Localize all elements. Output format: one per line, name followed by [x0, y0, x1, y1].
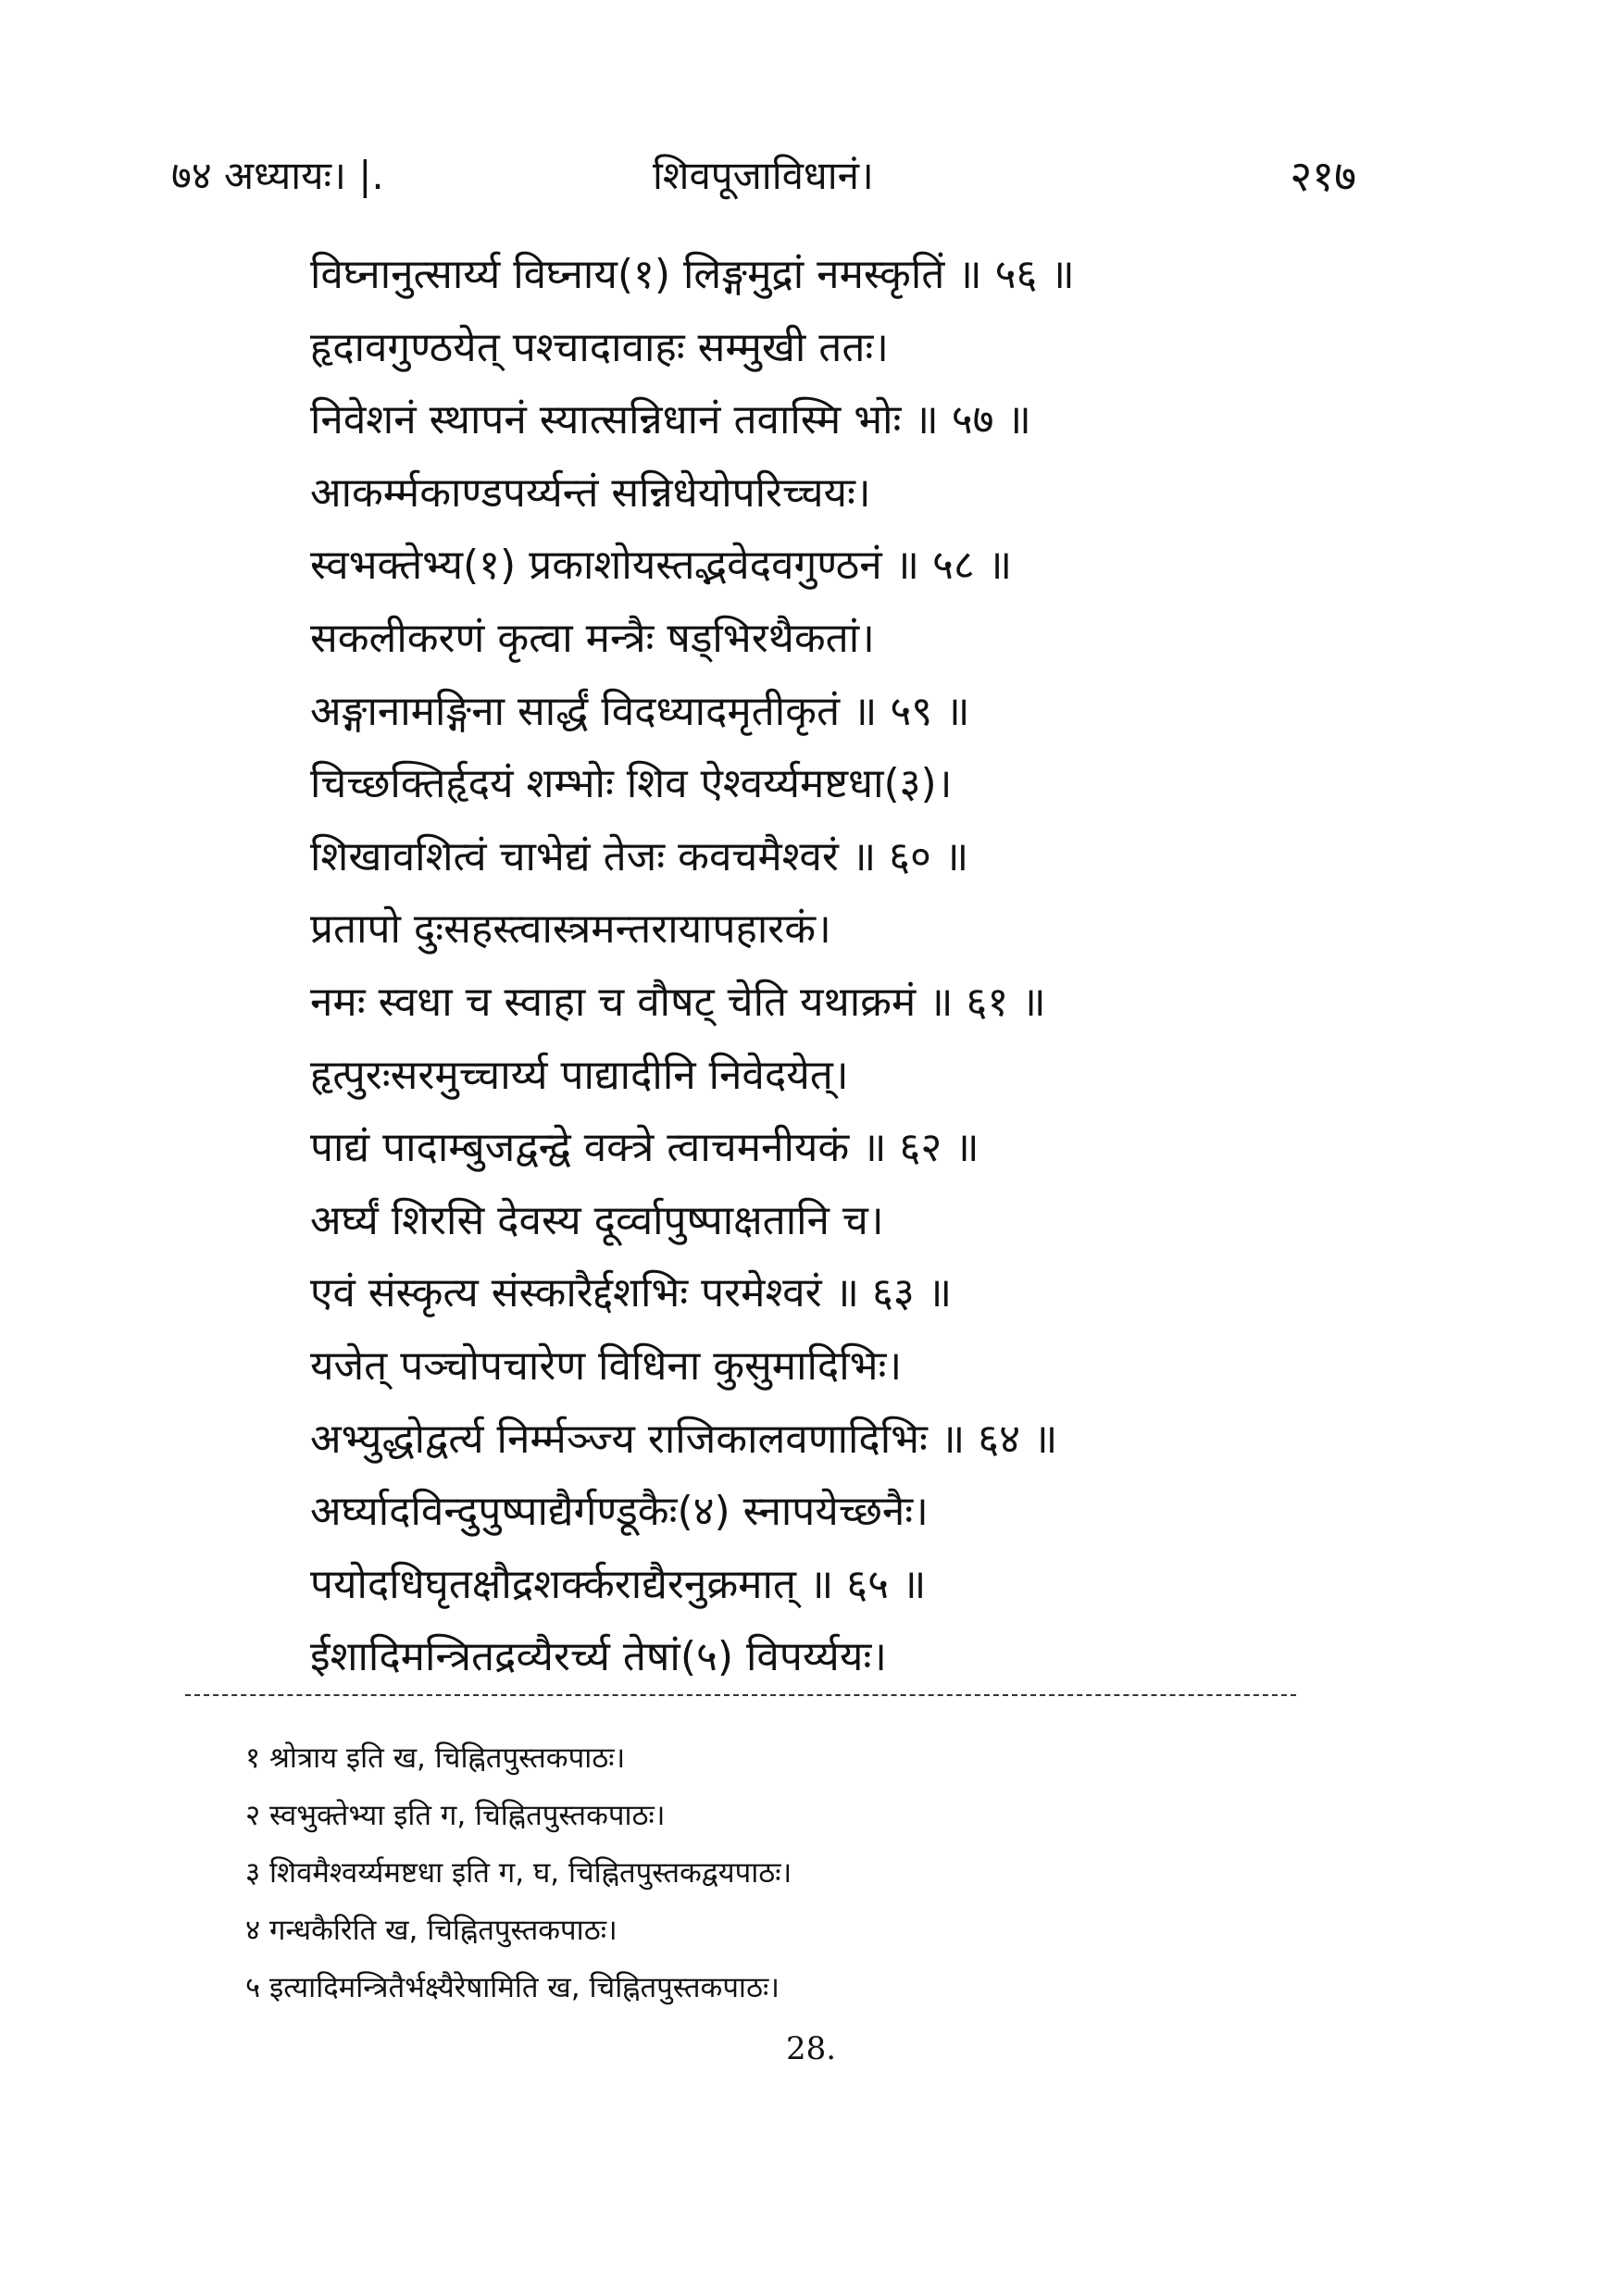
verse-line: अर्घ्यं शिरसि देवस्य दूर्व्वापुष्पाक्षतानि च। — [310, 1196, 884, 1244]
verse-line: हृदावगुण्ठयेत् पश्चादावाहः सम्मुखी ततः। — [310, 323, 889, 371]
verse-line: स्वभक्तेभ्य(१) प्रकाशोयस्तद्भवेदवगुण्ठनं ॥ ५८ ॥ — [310, 542, 1013, 590]
footnote: ४ गन्धकैरिति ख, चिह्नितपुस्तकपाठः। — [245, 1914, 618, 1947]
verse-line: विघ्नानुत्सार्य्य विघ्नाय(१) लिङ्गमुद्रां नमस्कृतिं ॥ ५६ ॥ — [310, 251, 1075, 298]
section-title: शिवपूजाविधानं। — [653, 153, 874, 198]
verse-line: हृत्पुरःसरमुच्चार्य्य पाद्यादीनि निवेदयेत्। — [310, 1051, 849, 1099]
page-number: २१७ — [1290, 151, 1356, 201]
signature-mark: 28. — [785, 2030, 837, 2067]
verse-line: ईशादिमन्त्रितद्रव्यैरर्च्य तेषां(५) विपर्य्ययः। — [310, 1633, 887, 1681]
verse-line: अभ्युद्धोद्वर्त्य निर्म्मञ्ज्य राजिकालवणादिभिः ॥ ६४ ॥ — [310, 1415, 1058, 1463]
running-head — [171, 144, 1356, 208]
chapter-label: ७४ अध्यायः। |. — [171, 153, 384, 198]
verse-line: निवेशनं स्थापनं स्यात्सन्निधानं तवास्मि भोः ॥ ५७ ॥ — [310, 396, 1031, 444]
verse-block — [310, 239, 1347, 1694]
verse-line: यजेत् पञ्चोपचारेण विधिना कुसुमादिभिः। — [310, 1341, 903, 1390]
footnote: २ स्वभुक्तेभ्या इति ग, चिह्नितपुस्तकपाठः। — [245, 1799, 666, 1832]
verse-line: सकलीकरणं कृत्वा मन्त्रैः षड्भिरथैकतां। — [310, 614, 875, 662]
footnote: ३ शिवमैश्वर्य्यमष्टधा इति ग, घ, चिह्नितपुस्तकद्वयपाठः। — [245, 1856, 792, 1890]
verse-line: चिच्छक्तिर्हृदयं शम्भोः शिव ऐश्वर्य्यमष्टधा(३)। — [310, 760, 953, 808]
verse-line: अर्घ्यादविन्दुपुष्पाद्यैर्गण्डूकैः(४) स्नापयेच्छनैः। — [310, 1488, 929, 1536]
verse-line: प्रतापो दुःसहस्त्वास्त्रमन्तरायापहारकं। — [310, 905, 831, 954]
verse-line: शिखावशित्वं चाभेद्यं तेजः कवचमैश्वरं ॥ ६० ॥ — [310, 832, 969, 880]
footnote: ५ इत्यादिमन्त्रितैर्भक्ष्यैरेषामिति ख, चिह्नितपुस्तकपाठः। — [245, 1971, 780, 2004]
footnote: १ श्रोत्राय इति ख, चिह्नितपुस्तकपाठः। — [245, 1741, 626, 1775]
verse-line: आकर्म्मकाण्डपर्य्यन्तं सन्निधेयोपरिच्चयः। — [310, 468, 871, 517]
verse-line: एवं संस्कृत्य संस्कारैर्द्दशभिः परमेश्वरं ॥ ६३ ॥ — [310, 1269, 953, 1317]
footnote-divider — [185, 1694, 1296, 1696]
verse-line: पाद्यं पादाम्बुजद्वन्द्वे वक्त्रे त्वाचमनीयकं ॥ ६२ ॥ — [310, 1124, 979, 1172]
verse-line: नमः स्वधा च स्वाहा च वौषट् चेति यथाक्रमं ॥ ६१ ॥ — [310, 978, 1046, 1026]
verse-line: पयोदधिघृतक्षौद्रशर्क्कराद्यैरनुक्रमात् ॥ ६५ ॥ — [310, 1560, 927, 1608]
footnote-block — [245, 1729, 1264, 2016]
verse-line: अङ्गानामङ्गिना सार्द्धं विदध्यादमृतीकृतं ॥ ५९ ॥ — [310, 687, 970, 735]
